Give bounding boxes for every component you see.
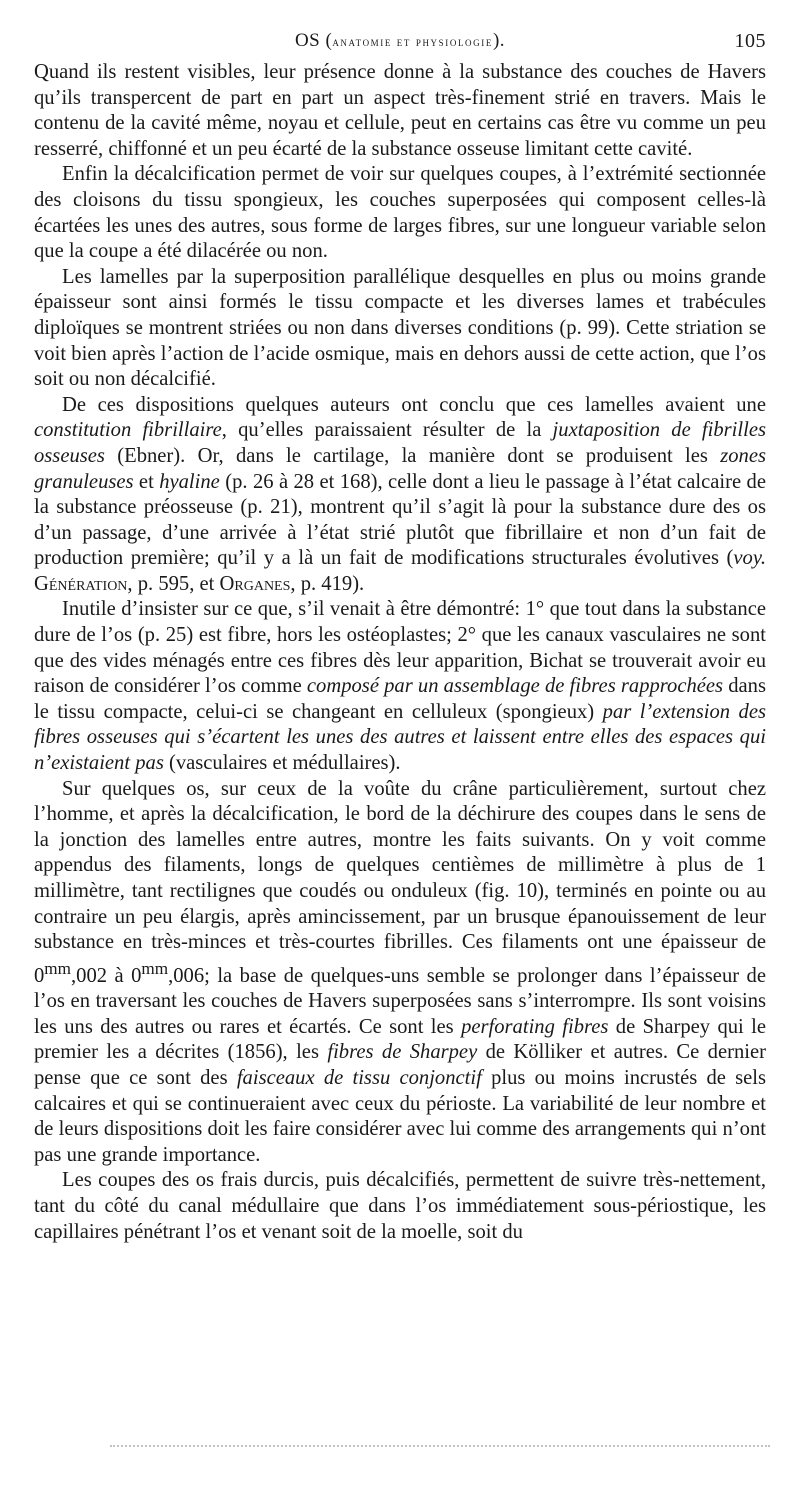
italic-run: zones granuleuses: [34, 444, 766, 493]
small-caps-run: Organes: [219, 572, 291, 595]
text-run: Inutile d’insister sur ce que, s’il venait à être démontré: 1° que tout dans la substance dure de l’os (p. 25) est fibre, hors les ostéoplastes; 2° que les canaux vasculaires ne sont que des vides ménagés entre ces fibres dès leur apparition, Bichat se trouverait avoir eu raison de considérer l’os comme: [34, 598, 766, 698]
paragraph: [34, 597, 766, 776]
italic-run: constitution fibrillaire: [34, 419, 222, 442]
text-run: De ces dispositions quelques auteurs ont conclu que ces lamelles avaient une: [62, 393, 766, 416]
body-text: [34, 60, 766, 1245]
text-run: Sur quelques os, sur ceux de la voûte du crâne particulièrement, surtout chez l’homme, et après la décalcification, le bord de la déchirure des coupes dans le sens de la jonction des lamelles entre autres, montre les faits suivants. On y voit comme appendus des filaments, longs de quelques centièmes de millimètre à plus de 1 millimètre, tant rectilignes que coudés ou onduleux (fig. 10), terminés en pointe ou au contraire un peu élargis, après amincissement, par un brusque épanouissement de leur substance en très-minces et très-courtes fibrilles. Ces filaments ont une épaisseur de 0: [34, 777, 766, 987]
text-run: ,002 à 0: [71, 964, 142, 987]
italic-run: composé par un assemblage de fibres rapprochées: [306, 675, 724, 698]
italic-run: perforating fibres: [461, 1015, 609, 1038]
text-run: de Sharpey qui le premier les a décrites (1856), les: [34, 1015, 766, 1064]
italic-run: voy.: [733, 547, 766, 570]
text-run: dans le tissu compacte, celui-ci se changeant en celluleux (spongieux): [34, 675, 766, 723]
superscript-unit: mm: [141, 958, 169, 978]
running-title-subject: anatomie et physiologie: [332, 34, 493, 49]
text-run: et: [133, 470, 160, 493]
text-run: Les coupes des os frais durcis, puis décalcifiés, permettent de suivre très-nettement, tant du côté du canal médullaire que dans l’os immédiatement sous-périostique, les capillaires pénétrant l’os et venant soit de la moelle, soit du: [34, 1169, 766, 1243]
text-run: (vasculaires et médullaires).: [163, 752, 401, 775]
paragraph: [34, 1168, 766, 1245]
paragraph: [34, 265, 766, 393]
text-run: ,006; la base de quelques-uns semble se prolonger dans l’épaisseur de l’os en traversant les couches de Havers superposées sans s’interrompre. Ils sont voisins les uns des autres ou rares et écartés. Ce sont les: [34, 964, 766, 1038]
italic-run: faisceaux de tissu conjonctif: [236, 1067, 482, 1090]
italic-run: par l’extension des fibres osseuses qui s’écartent les unes des autres et laissent entre elles des espaces qui n’existaient pas: [34, 700, 766, 775]
running-title: [34, 30, 766, 52]
paragraph: [34, 777, 766, 1169]
text-run: plus ou moins incrustés de sels calcaires et qui se continueraient avec ceux du périoste. La variabilité de leur nombre et de leurs dispositions doit les faire considérer avec lui comme des arrangements qui n’ont pas une grande importance.: [34, 1067, 767, 1166]
paragraph: [34, 162, 766, 264]
text-run: Enfin la décalcification permet de voir sur quelques coupes, à l’extrémité sectionnée des cloisons du tissu spongieux, les couches superposées qui composent celles-là écartées les unes des autres, sous forme de larges fibres, sur une longueur variable selon que la coupe a été dilacérée ou non.: [34, 163, 766, 263]
text-run: Les lamelles par la superposition parallélique desquelles en plus ou moins grande épaisseur sont ainsi formés le tissu compacte et les diverses lames et trabécules diploïques se montrent striées ou non dans diverses conditions (p. 99). Cette striation se voit bien après l’action de l’acide osmique, mais en dehors aussi de cette action, que l’os soit ou non décalcifié.: [34, 265, 766, 391]
book-page: [34, 30, 766, 1245]
superscript-unit: mm: [44, 958, 71, 978]
paragraph: [34, 60, 766, 162]
page-number: 105: [734, 30, 766, 52]
text-run: Quand ils restent visibles, leur présence donne à la substance des couches de Havers qu’ils transpercent de part en part un aspect très-finement strié en travers. Mais le contenu de la cavité même, noyau et cellule, peut en certains cas être vu comme un peu resserré, chiffonné et un peu écarté de la substance osseuse limitant cette cavité.: [34, 61, 766, 160]
running-head: [34, 30, 766, 60]
italic-run: hyaline: [159, 470, 220, 493]
paragraph: [34, 393, 766, 598]
text-run: (Ebner). Or, dans le cartilage, la manière dont se produisent les: [104, 444, 721, 467]
text-run: , qu’elles paraissaient résulter de la: [221, 419, 553, 442]
running-title-end: ).: [492, 30, 506, 51]
page-bottom-dotted-rule: [110, 1445, 770, 1447]
small-caps-run: Génération: [34, 572, 128, 595]
text-run: , p. 419).: [290, 572, 365, 595]
text-run: (p. 26 à 28 et 168), celle dont a lieu le passage à l’état calcaire de la substance préosseuse (p. 21), montrent qu’il s’agit là pour la substance dure des os d’un passage, d’une arrivée à l’état strié plutôt que fibrillaire et non d’un fait de production première; qu’il y a là un fait de modifications structurales évolutives (: [34, 470, 766, 570]
running-title-main: OS (: [294, 30, 333, 51]
text-run: , p. 595, et: [127, 572, 220, 595]
italic-run: juxtaposition de fibrilles osseuses: [34, 419, 766, 467]
italic-run: fibres de Sharpey: [327, 1041, 478, 1064]
text-run: de Kölliker et autres. Ce dernier pense que ce sont des: [34, 1041, 766, 1090]
